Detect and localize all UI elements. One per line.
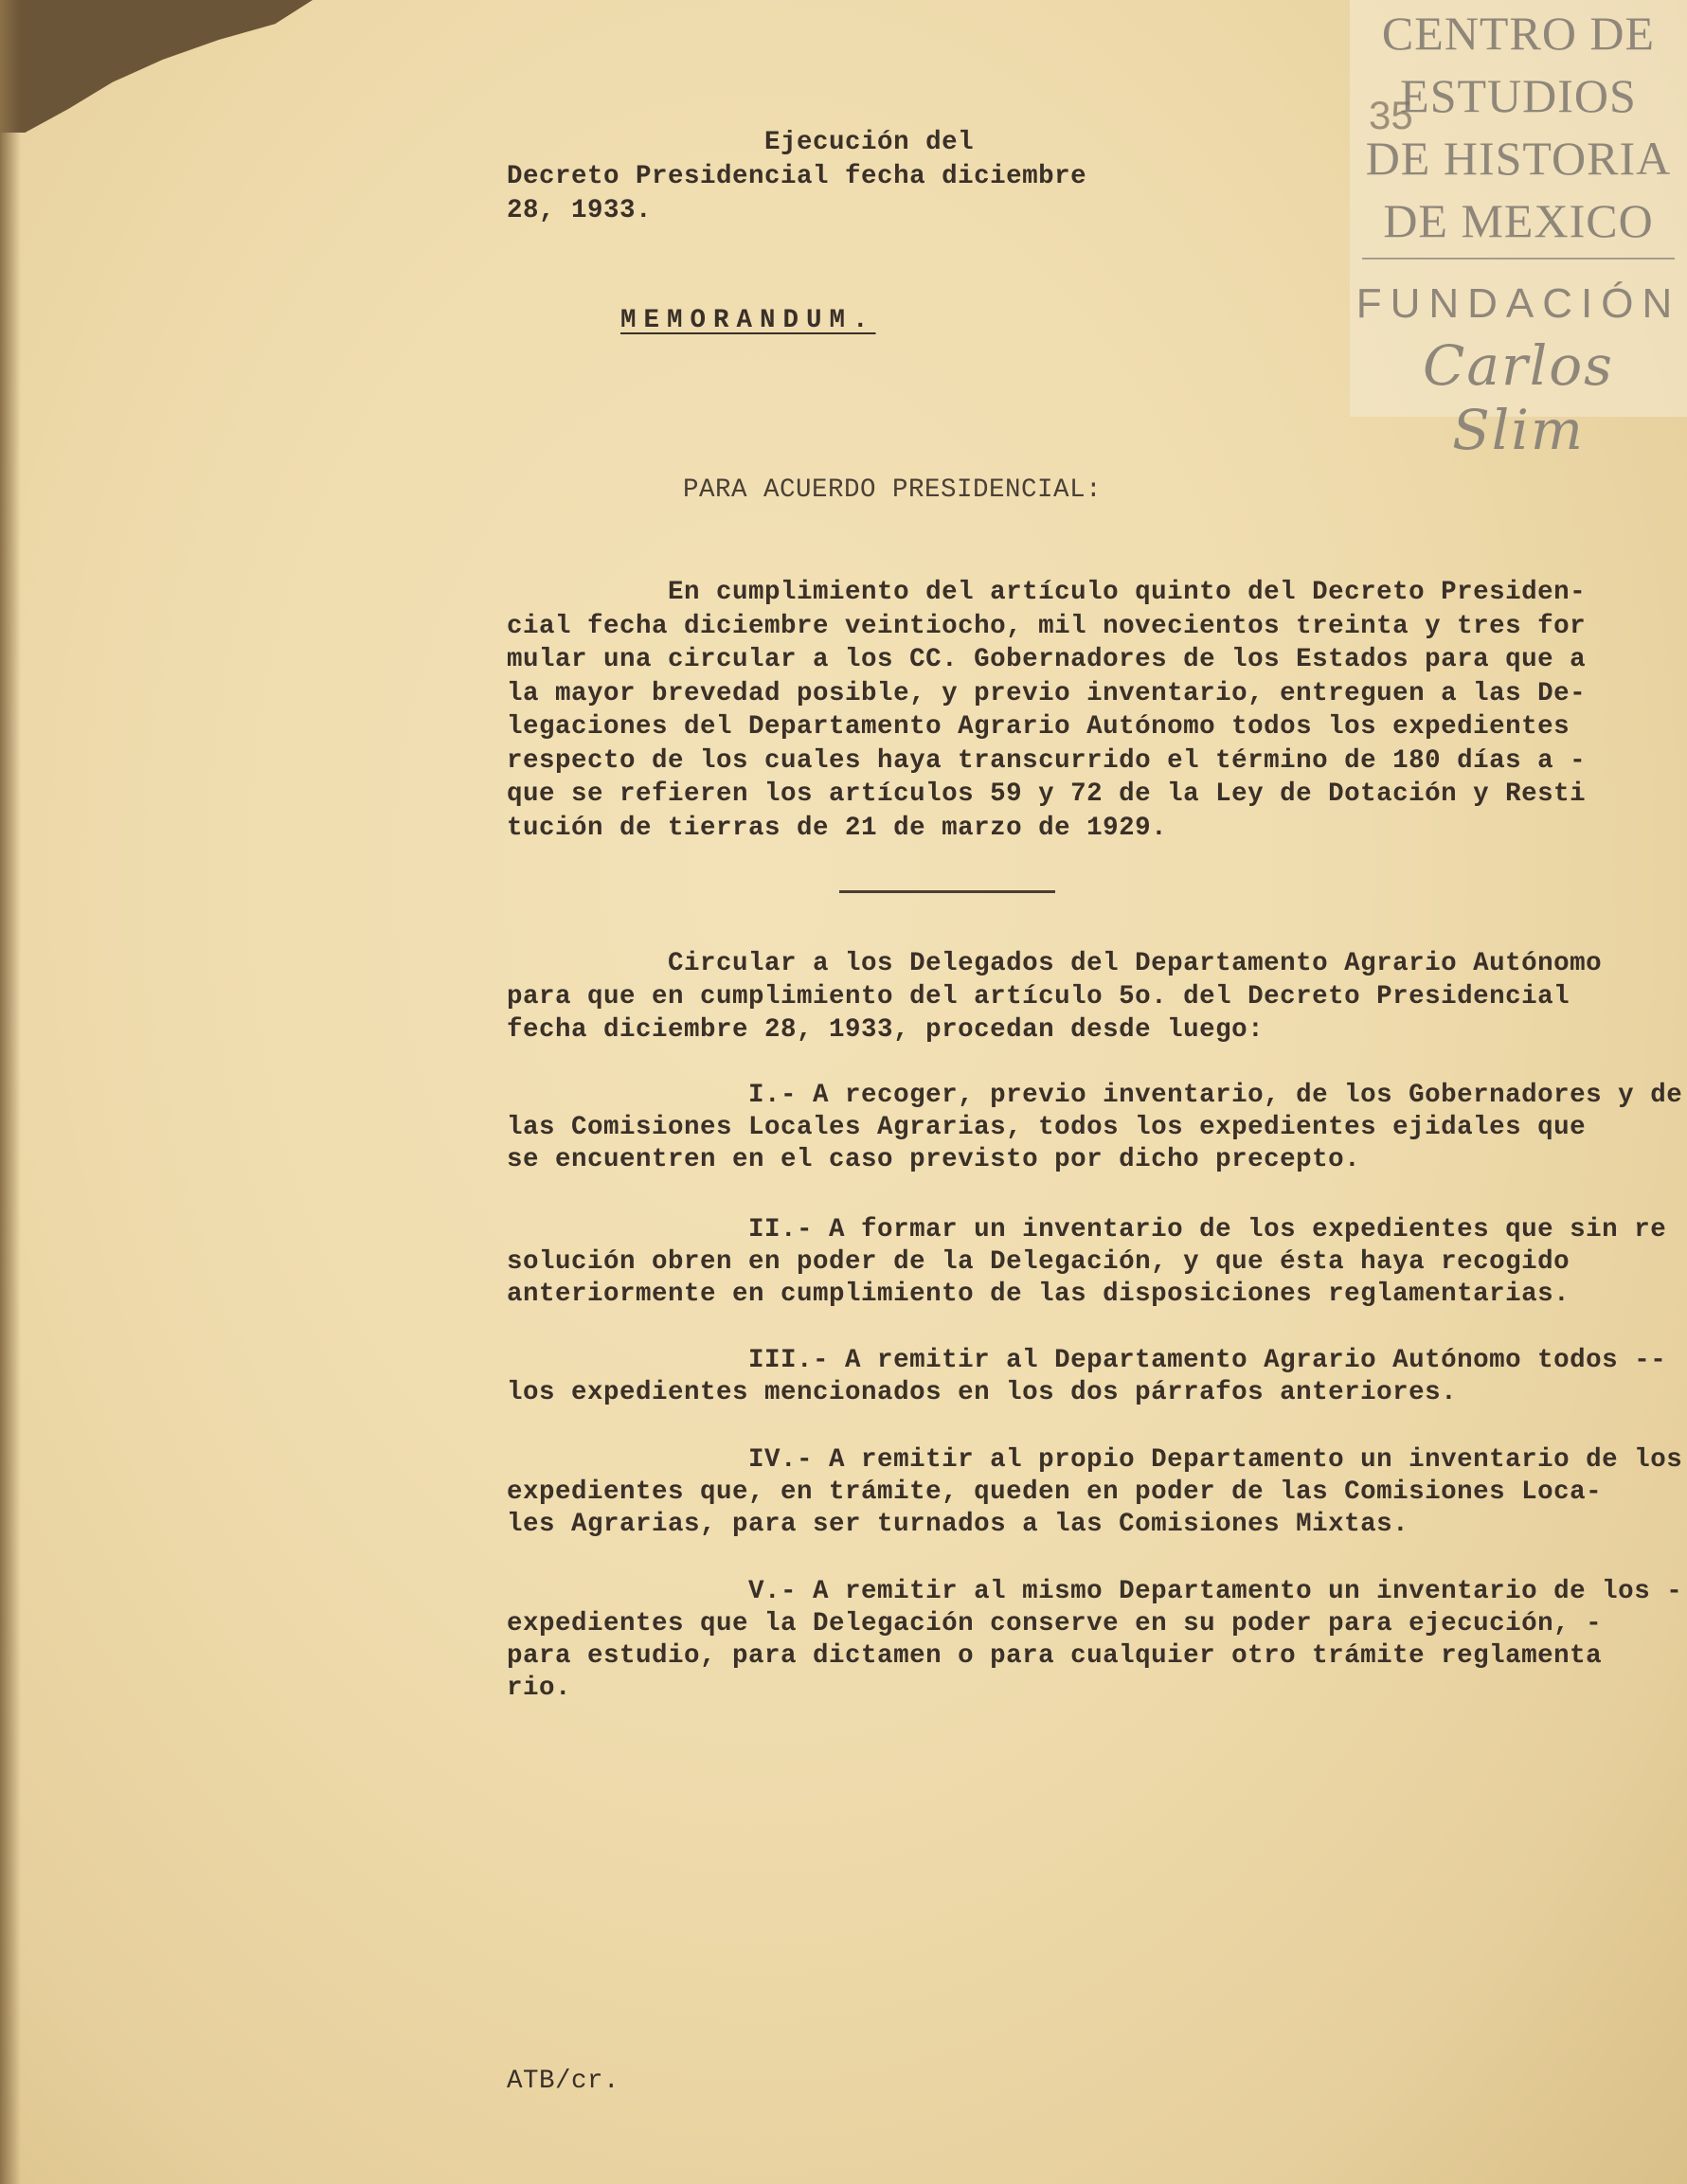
watermark-divider [1362, 258, 1675, 260]
page-edge-shadow [0, 0, 21, 2184]
section-separator [839, 890, 1055, 893]
list-item: II.- A formar un inventario de los expedientes que sin re solución obren en poder de la Delegación, y que ésta haya recogido anteriormente en cumplimiento de las disposiciones reglamentarias. [507, 1215, 1667, 1309]
typist-initials: ATB/cr. [507, 2067, 620, 2096]
watermark-signature: Carlos Slim [1423, 333, 1614, 462]
watermark-line: DE MEXICO [1383, 194, 1654, 247]
list-item: V.- A remitir al mismo Departamento un inventario de los - expedientes que la Delegación conserve en su poder para ejecución, - para estudio, para dictamen o para cualquier otro trámite reglamenta rio. [507, 1577, 1683, 1703]
watermark-fundacion: FUNDACIÓN [1355, 280, 1681, 327]
watermark-line: CENTRO DE [1381, 7, 1656, 60]
memo-title: MEMORANDUM. [620, 306, 876, 335]
folio-number: 35 [1369, 93, 1413, 137]
torn-corner [0, 0, 313, 133]
institution-watermark [1350, 0, 1687, 462]
reference-header: Ejecución del Decreto Presidencial fecha diciembre 28, 1933. [507, 128, 1087, 225]
watermark-line: ESTUDIOS [1400, 69, 1637, 122]
watermark-line: DE HISTORIA [1365, 132, 1672, 185]
list-item: III.- A remitir al Departamento Agrario Autónomo todos -- los expedientes mencionados en los dos párrafos anteriores. [507, 1346, 1667, 1407]
list-item: I.- A recoger, previo inventario, de los Gobernadores y de las Comisiones Locales Agrarias, todos los expedientes ejidales que se encuentren en el caso previsto por dicho precepto. [507, 1081, 1683, 1174]
memo-greeting: PARA ACUERDO PRESIDENCIAL: [683, 475, 1103, 505]
paragraph-first: En cumplimiento del artículo quinto del Decreto Presiden- cial fecha diciembre veintiocho, mil novecientos treinta y tres for mular una circular a los CC. Gobernadores de los Estados para que a la mayor brevedad posible, y previo inventario, entreguen a las De- legaciones del Departamento Agrario Autónomo todos los expedientes respecto de los cuales haya transcurrido el término de 180 días a - que se refieren los artículos 59 y 72 de la Ley de Dotación y Resti tución de tierras de 21 de marzo de 1929. [507, 578, 1587, 843]
list-item: IV.- A remitir al propio Departamento un inventario de los expedientes que, en trámite, queden en poder de las Comisiones Loca- les Agrarias, para ser turnados a las Comisiones Mixtas. [507, 1445, 1683, 1539]
paragraph-second: Circular a los Delegados del Departamento Agrario Autónomo para que en cumplimiento del artículo 5o. del Decreto Presidencial fecha diciembre 28, 1933, procedan desde luego: [507, 949, 1603, 1045]
